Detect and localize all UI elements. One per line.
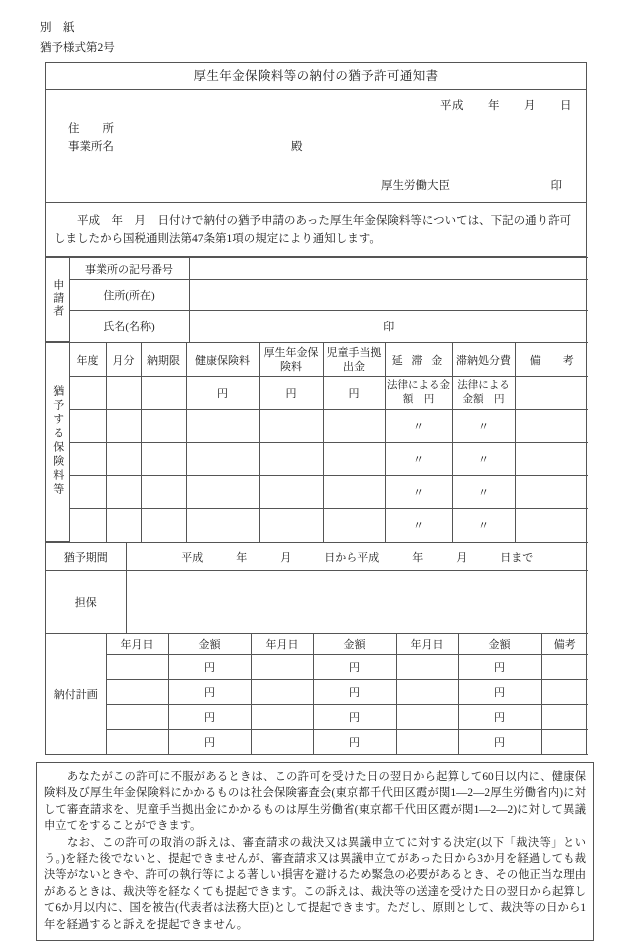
cell-plan-amount[interactable]: 円 — [458, 679, 541, 704]
cell-biko[interactable] — [515, 476, 588, 509]
table-row — [46, 443, 588, 476]
deferral-period-value[interactable]: 平成 年 月 日から平成 年 月 日まで — [126, 543, 588, 571]
cell-nokigen[interactable] — [141, 509, 186, 542]
cell-nokigen[interactable] — [141, 476, 186, 509]
cell-plan-date[interactable] — [396, 679, 458, 704]
cell-entai[interactable]: 〃 — [385, 443, 452, 476]
cell-kosei[interactable] — [259, 509, 323, 542]
cell-kosei[interactable]: 円 — [259, 377, 323, 410]
top-marks — [40, 18, 115, 58]
cell-tsukibun[interactable] — [106, 410, 141, 443]
applicant-office-code-value[interactable] — [189, 258, 588, 280]
col-header-entaikin: 延 滞 金 — [385, 343, 452, 377]
cell-nokigen[interactable] — [141, 443, 186, 476]
cell-plan-date[interactable] — [106, 704, 168, 729]
cell-plan-date[interactable] — [106, 679, 168, 704]
table-header-row — [46, 343, 588, 377]
cell-nendo[interactable] — [69, 377, 106, 410]
deferred-vertical-label: 猶予する保険料等 — [51, 384, 64, 497]
cell-plan-amount[interactable]: 円 — [458, 729, 541, 754]
notice-paragraph-1: あなたがこの許可に不服があるときは、この許可を受けた日の翌日から起算して60日以内に、健康保険料及び厚生年金保険料にかかるものは社会保険審査会(東京都千代田区霞が関1―2―2厚生労働省内)に対して審査請求を、児童手当拠出金にかかるものは厚生労働省(東京都千代田区霞が関1―2―2)に対して異議申立てをすることができます。 — [44, 771, 586, 833]
cell-nokigen[interactable] — [141, 410, 186, 443]
address-label: 住 所 — [68, 123, 114, 135]
cell-kosei[interactable] — [259, 476, 323, 509]
col-header-plan-biko: 備考 — [541, 633, 588, 654]
table-row — [46, 258, 588, 280]
cell-plan-amount[interactable]: 円 — [313, 654, 396, 679]
col-header-biko: 備 考 — [515, 343, 588, 377]
issuer-title: 厚生労働大臣 — [381, 180, 450, 192]
cell-plan-amount[interactable]: 円 — [313, 704, 396, 729]
table-row — [46, 476, 588, 509]
cell-tsukibun[interactable] — [106, 377, 141, 410]
payment-plan-label-cell — [46, 633, 106, 754]
cell-taino[interactable]: 〃 — [452, 509, 515, 542]
applicant-office-code-label: 事業所の記号番号 — [69, 258, 189, 280]
cell-kenko[interactable]: 円 — [186, 377, 259, 410]
issue-date-line: 平成 年 月 日 — [440, 100, 572, 112]
col-header-jido-teate: 児童手当拠出金 — [323, 343, 385, 377]
cell-plan-date[interactable] — [396, 729, 458, 754]
header-block — [46, 90, 586, 203]
cell-jido[interactable] — [323, 410, 385, 443]
payment-plan-label: 納付計画 — [53, 688, 98, 701]
col-header-amount-1: 金額 — [168, 633, 251, 654]
col-header-kenko-hokenryo: 健康保険料 — [186, 343, 259, 377]
cell-entai[interactable]: 〃 — [385, 410, 452, 443]
cell-plan-date[interactable] — [396, 704, 458, 729]
cell-plan-amount[interactable]: 円 — [458, 654, 541, 679]
cell-plan-amount[interactable]: 円 — [168, 654, 251, 679]
cell-nendo[interactable] — [69, 476, 106, 509]
cell-kenko[interactable] — [186, 410, 259, 443]
table-row — [46, 704, 588, 729]
table-row — [46, 377, 588, 410]
col-header-date-3: 年月日 — [396, 633, 458, 654]
cell-tsukibun[interactable] — [106, 476, 141, 509]
col-header-nokigen: 納期限 — [141, 343, 186, 377]
top-mark-besshi: 別 紙 — [40, 22, 75, 34]
cell-plan-biko[interactable] — [541, 654, 588, 679]
table-row — [46, 410, 588, 443]
col-header-amount-2: 金額 — [313, 633, 396, 654]
col-header-kosei-nenkin: 厚生年金保険料 — [259, 343, 323, 377]
table-row — [46, 311, 588, 342]
cell-plan-amount[interactable]: 円 — [168, 704, 251, 729]
cell-nokigen[interactable] — [141, 377, 186, 410]
table-row — [46, 729, 588, 754]
cell-biko[interactable] — [515, 377, 588, 410]
cell-plan-amount[interactable]: 円 — [168, 729, 251, 754]
collateral-value[interactable] — [126, 571, 588, 633]
cell-biko[interactable] — [515, 509, 588, 542]
col-header-tainoshobunhi: 滞納処分費 — [452, 343, 515, 377]
payment-plan-table — [46, 633, 588, 755]
cell-plan-amount[interactable]: 円 — [458, 704, 541, 729]
table-row — [46, 679, 588, 704]
cell-jido[interactable] — [323, 476, 385, 509]
table-row — [46, 509, 588, 542]
table-row — [46, 571, 588, 633]
cell-nendo[interactable] — [69, 443, 106, 476]
cell-plan-biko[interactable] — [541, 704, 588, 729]
cell-taino[interactable]: 〃 — [452, 476, 515, 509]
table-row — [46, 280, 588, 311]
table-header-row — [46, 633, 588, 654]
col-header-date-2: 年月日 — [251, 633, 313, 654]
top-mark-form-number: 猶予様式第2号 — [40, 42, 115, 54]
form-frame — [45, 62, 587, 755]
cell-jido[interactable]: 円 — [323, 377, 385, 410]
intro-text: 平成 年 月 日付けで納付の猶予申請のあった厚生年金保険料等については、下記の通り許可しましたから国税通則法第47条第1項の規定により通知します。 — [54, 215, 572, 245]
cell-plan-amount[interactable]: 円 — [168, 679, 251, 704]
cell-biko[interactable] — [515, 443, 588, 476]
cell-plan-date[interactable] — [106, 729, 168, 754]
deferred-vertical-label-cell — [46, 343, 69, 542]
applicant-table — [46, 257, 588, 342]
cell-plan-date[interactable] — [251, 679, 313, 704]
period-collateral-table — [46, 542, 588, 633]
col-header-amount-3: 金額 — [458, 633, 541, 654]
collateral-label: 担保 — [46, 571, 126, 633]
page-title: 厚生年金保険料等の納付の猶予許可通知書 — [46, 63, 586, 90]
cell-jido[interactable] — [323, 509, 385, 542]
applicant-address-label: 住所(所在) — [69, 280, 189, 311]
col-header-tsukibun: 月分 — [106, 343, 141, 377]
applicant-name-seal[interactable]: 印 — [189, 311, 588, 342]
applicant-address-value[interactable] — [189, 280, 588, 311]
applicant-name-label: 氏名(名称) — [69, 311, 189, 342]
cell-jido[interactable] — [323, 443, 385, 476]
cell-plan-date[interactable] — [396, 654, 458, 679]
notice-paragraph-2: なお、この許可の取消の訴えは、審査請求の裁決又は異議申立てに対する決定(以下「裁決等」という。)を経た後でないと、提起できませんが、審査請求又は異議申立てがあった日から3か月を経過しても裁決等がないときや、許可の執行等による著しい損害を避けるため緊急の必要があるとき、その他正当な理由があるときは、裁決等を経なくても提起できます。この訴えは、裁決等の送達を受けた日の翌日から起算して6か月以内に、国を被告(代表者は法務大臣)として提起できます。ただし、原則として、裁決等の日から1年を経過すると訴えを提起できません。 — [44, 836, 586, 931]
cell-nendo[interactable] — [69, 509, 106, 542]
intro-paragraph — [46, 203, 586, 257]
cell-plan-biko[interactable] — [541, 729, 588, 754]
cell-taino[interactable]: 〃 — [452, 410, 515, 443]
cell-plan-date[interactable] — [251, 729, 313, 754]
cell-entai[interactable]: 法律による金額 円 — [385, 377, 452, 410]
deferral-period-label: 猶予期間 — [46, 543, 126, 571]
cell-kenko[interactable] — [186, 476, 259, 509]
col-header-date-1: 年月日 — [106, 633, 168, 654]
cell-taino[interactable]: 〃 — [452, 443, 515, 476]
cell-entai[interactable]: 〃 — [385, 509, 452, 542]
cell-plan-amount[interactable]: 円 — [313, 729, 396, 754]
cell-plan-date[interactable] — [251, 654, 313, 679]
cell-taino[interactable]: 法律による金額 円 — [452, 377, 515, 410]
deferred-premiums-table — [46, 342, 588, 542]
cell-plan-biko[interactable] — [541, 679, 588, 704]
cell-kosei[interactable] — [259, 443, 323, 476]
cell-nendo[interactable] — [69, 410, 106, 443]
addressee-honorific: 殿 — [291, 141, 303, 153]
office-name-label: 事業所名 — [68, 141, 114, 153]
table-row — [46, 654, 588, 679]
issuer-seal-mark: 印 — [550, 180, 562, 192]
col-header-nendo: 年度 — [69, 343, 106, 377]
applicant-vertical-label-cell — [46, 258, 69, 342]
cell-kenko[interactable] — [186, 509, 259, 542]
cell-entai[interactable]: 〃 — [385, 476, 452, 509]
cell-tsukibun[interactable] — [106, 509, 141, 542]
appeal-notice-box — [36, 762, 594, 941]
cell-biko[interactable] — [515, 410, 588, 443]
cell-plan-date[interactable] — [251, 704, 313, 729]
table-row — [46, 543, 588, 571]
cell-plan-amount[interactable]: 円 — [313, 679, 396, 704]
cell-kosei[interactable] — [259, 410, 323, 443]
cell-plan-date[interactable] — [106, 654, 168, 679]
applicant-vertical-label: 申請者 — [51, 278, 64, 318]
cell-kenko[interactable] — [186, 443, 259, 476]
cell-tsukibun[interactable] — [106, 443, 141, 476]
